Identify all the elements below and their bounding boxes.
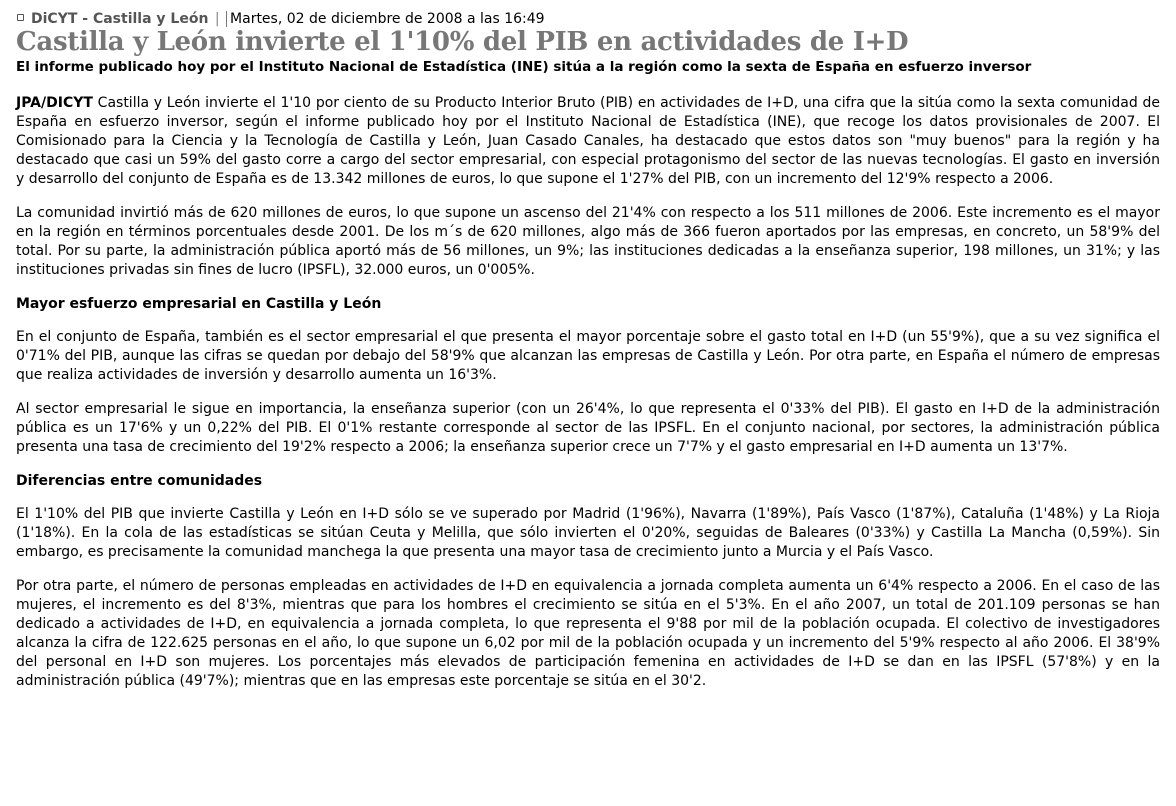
paragraph-5: El 1'10% del PIB que invierte Castilla y León en I+D sólo se ve superado por Madrid (1'96%), Navarra (1'89%), País Vasco (1'87%), Cataluña (1'48%) y La Rioja (1'18%). En la cola de las estadísticas se sitúan Ceuta y Melilla, que sólo invierten el 0'20%, seguidas de Baleares (0'33%) y Castilla La Mancha (0,59%). Sin embargo, es precisamente la comunidad manchega la que presenta una mayor tasa de crecimiento junto a Murcia y el País Vasco.	[16, 506, 1160, 560]
article-subtitle: El informe publicado hoy por el Instituto Nacional de Estadística (INE) sitúa a la región como la sexta de España en esfuerzo inversor	[16, 59, 1032, 75]
article-page	[16, 10, 1160, 706]
bullet-icon	[16, 13, 25, 22]
paragraph-3: En el conjunto de España, también es el sector empresarial el que presenta el mayor porcentaje sobre el gasto total en I+D (un 55'9%), que a su vez significa el 0'71% del PIB, aunque las cifras se quedan por debajo del 58'9% que alcanzan las empresas de Castilla y León. Por otra parte, en España el número de empresas que realiza actividades de inversión y desarrollo aumenta un 16'3%.	[16, 329, 1160, 383]
paragraph-2: La comunidad invirtió más de 620 millones de euros, lo que supone un ascenso del 21'4% con respecto a los 511 millones de 2006. Este incremento es el mayor en la región en términos porcentuales desde 2001. De los m´s de 620 millones, algo más de 366 fueron aportados por las empresas, en concreto, un 58'9% del total. Por su parte, la administración pública aportó más de 56 millones, un 9%; las instituciones dedicadas a la enseñanza superior, 198 millones, un 31%; y las instituciones privadas sin fines de lucro (IPSFL), 32.000 euros, un 0'005%.	[16, 205, 1160, 278]
paragraph-1-text: Castilla y León invierte el 1'10 por ciento de su Producto Interior Bruto (PIB) en actividades de I+D, una cifra que la sitúa como la sexta comunidad de España en esfuerzo inversor, según el informe publicado hoy por el Instituto Nacional de Estadística (INE), que recoge los datos provisionales de 2007. El Comisionado para la Ciencia y la Tecnología de Castilla y León, Juan Casado Canales, ha destacado que estos datos son "muy buenos" para la región y ha destacado que casi un 59% del gasto corre a cargo del sector empresarial, con especial protagonismo del sector de las nuevas tecnologías. El gasto en inversión y desarrollo del conjunto de España es de 13.342 millones de euros, lo que supone el 1'27% del PIB, con un incremento del 12'9% respecto a 2006.	[16, 95, 1160, 187]
paragraph-1	[16, 94, 1160, 189]
header-separator: |	[214, 11, 220, 27]
article-title: Castilla y León invierte el 1'10% del PIB en actividades de I+D	[16, 27, 909, 57]
source-name[interactable]: DiCYT - Castilla y León	[31, 11, 209, 27]
paragraph-6: Por otra parte, el número de personas empleadas en actividades de I+D en equivalencia a jornada completa aumenta un 6'4% respecto a 2006. En el caso de las mujeres, el incremento es del 8'3%, mientras que para los hombres el crecimiento se sitúa en el 5'3%. En el año 2007, un total de 201.109 personas se han dedicado a actividades de I+D, en equivalencia a jornada completa, lo que representa el 9'88 por mil de la población ocupada. El colectivo de investigadores alcanza la cifra de 122.625 personas en el año, lo que supone un 6,02 por mil de la población ocupada y un incremento del 5'9% respecto al año 2006. El 38'9% del personal en I+D son mujeres. Los porcentajes más elevados de participación femenina en actividades de I+D se dan en las IPSFL (57'8%) y en la administración pública (49'7%); mientras que en las empresas este porcentaje se sitúa en el 30'2.	[16, 578, 1160, 689]
article-body	[16, 94, 1160, 691]
paragraph-4: Al sector empresarial le sigue en importancia, la enseñanza superior (con un 26'4%, lo que representa el 0'33% del PIB). El gasto en I+D de la administración pública es un 17'6% y un 0,22% del PIB. El 0'1% restante corresponde al sector de las IPSFL. En el conjunto nacional, por sectores, la administración pública presenta una tasa de crecimiento del 19'2% respecto a 2006; la enseñanza superior crece un 7'7% y el gasto empresarial en I+D aumenta un 13'7%.	[16, 401, 1160, 455]
article-header-line	[16, 10, 1160, 28]
byline: JPA/DICYT	[16, 95, 93, 111]
section-heading-1: Mayor esfuerzo empresarial en Castilla y León	[16, 296, 382, 312]
publication-date: Martes, 02 de diciembre de 2008 a las 16:49	[226, 11, 545, 27]
section-heading-2: Diferencias entre comunidades	[16, 473, 263, 489]
